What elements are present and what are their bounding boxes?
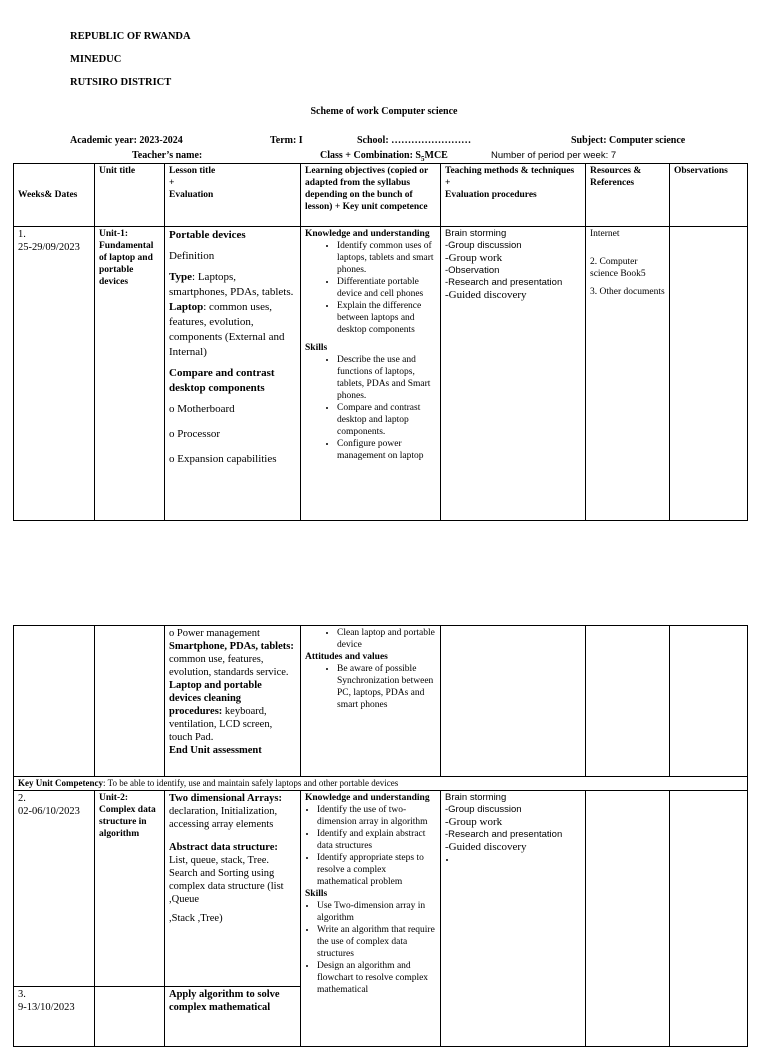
week2-lesson: Two dimensional Arrays: declaration, Initialization, accessing array elements Abstract data structure: List, queue, stack, Tree. Search and Sorting using complex data structure (list ,Queue ,Stack ,Tree): [165, 791, 301, 987]
district-heading: RUTSIRO DISTRICT: [70, 77, 172, 88]
week1-continued-row: [14, 626, 748, 777]
week2-methods: Brain storming -Group discussion -Group work -Research and presentation -Guided discovery •: [441, 791, 586, 1047]
document-title: Scheme of work Computer science: [310, 106, 458, 117]
col-lesson: Lesson title + Evaluation: [165, 164, 301, 227]
ministry-heading: MINEDUC: [70, 54, 122, 65]
week1-lesson: Portable devices Definition Type: Laptops, smartphones, PDAs, tablets. Laptop: common uses, features, evolution, components (External and Internal) Compare and contrast desktop components o Motherboard o Processor o Expansion capabilities: [165, 227, 301, 521]
week1-unit: Unit-1: Fundamental of laptop and portable devices: [95, 227, 165, 521]
week1c-observations: [670, 626, 748, 777]
school: School: ……………………: [357, 135, 472, 146]
periods-per-week: Number of period per week: 7: [491, 150, 617, 161]
header-row: [14, 164, 748, 227]
week1c-lesson: o Power management Smartphone, PDAs, tablets: common use, features, evolution, standards service. Laptop and portable devices cleaning procedures: keyboard, ventilation, LCD screen, touch Pad. End Unit assessment: [165, 626, 301, 777]
week1-row: [14, 227, 748, 521]
week2-row: [14, 791, 748, 987]
key-unit-competency: Key Unit Competency: To be able to identify, use and maintain safely laptops and other portable devices: [14, 777, 748, 791]
col-resources: Resources & References: [586, 164, 670, 227]
week1-methods: Brain storming -Group discussion -Group work -Observation -Research and presentation -Guided discovery: [441, 227, 586, 521]
key-unit-competency-row: [14, 777, 748, 791]
week3-dates: 3. 9-13/10/2023: [14, 987, 95, 1047]
subject: Subject: Computer science: [571, 135, 686, 146]
col-methods: Teaching methods & techniques + Evaluation procedures: [441, 164, 586, 227]
col-weeks: Weeks& Dates: [14, 164, 95, 227]
scheme-table-page1: [13, 163, 748, 521]
col-observations: Observations: [670, 164, 748, 227]
republic-heading: REPUBLIC OF RWANDA: [70, 31, 191, 42]
week1c-dates: [14, 626, 95, 777]
week1c-objectives: • Clean laptop and portable device Attitudes and values • Be aware of possible Synchronization between PC, laptops, PDAs and smart phones: [301, 626, 441, 777]
week2-unit: Unit-2: Complex data structure in algorithm: [95, 791, 165, 987]
week2-observations: [670, 791, 748, 1047]
week3-unit: [95, 987, 165, 1047]
teacher-name: Teacher’s name:: [132, 150, 203, 161]
class-combination: Class + Combination: $S_5MCE$: [320, 150, 448, 163]
col-objectives: Learning objectives (copied or adapted from the syllabus depending on the bunch of lesson) + Key unit competence: [301, 164, 441, 227]
week1-objectives: Knowledge and understanding • Identify common uses of laptops, tablets and smart phones. • Differentiate portable device and cell phones • Explain the difference between laptops and desktop components Skills • Describe the use and functions of laptops, tablets, PDAs and Smart phones. • Compare and contrast desktop and laptop components. • Configure power management on laptop: [301, 227, 441, 521]
week2-resources: [586, 791, 670, 1047]
week1-observations: [670, 227, 748, 521]
week1c-methods: [441, 626, 586, 777]
week2-objectives: Knowledge and understanding • Identify the use of two-dimension array in algorithm • Identify and explain abstract data structures • Identify appropriate steps to resolve a complex mathematical problem Skills • Use Two-dimension array in algorithm • Write an algorithm that require the use of complex data structures • Design an algorithm and flowchart to resolve complex mathematical: [301, 791, 441, 1047]
week3-lesson: Apply algorithm to solve complex mathematical: [165, 987, 301, 1047]
week1c-unit: [95, 626, 165, 777]
term: Term: I: [270, 135, 303, 146]
week1-dates: 1. 25-29/09/2023: [14, 227, 95, 521]
week2-dates: 2. 02-06/10/2023: [14, 791, 95, 987]
col-unit: Unit title: [95, 164, 165, 227]
scheme-table-page2: [13, 625, 748, 1047]
week1-resources: Internet 2. Computer science Book5 3. Other documents: [586, 227, 670, 521]
week1c-resources: [586, 626, 670, 777]
academic-year: Academic year: 2023-2024: [70, 135, 183, 146]
